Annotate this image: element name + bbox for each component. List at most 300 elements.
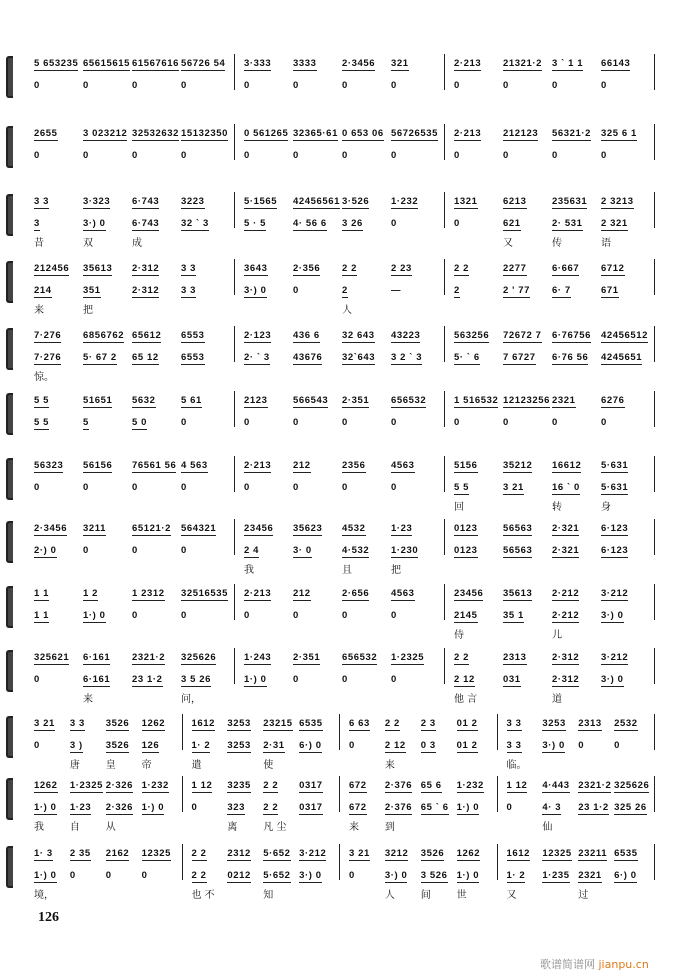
note-group: 2·213: [244, 588, 272, 599]
note-group: 564321: [181, 523, 217, 534]
lyrics-line: [0, 234, 690, 248]
lyric-syllable: 自: [69, 822, 80, 833]
note-group: 1262: [34, 780, 58, 791]
note-group: 16 ` 0: [552, 482, 580, 493]
note-group: 23215: [263, 718, 293, 729]
watermark-url: jianpu.cn: [598, 958, 649, 971]
lyric-syllable: 身: [601, 502, 611, 513]
note-group: 1·) 0: [141, 802, 165, 813]
note-group: 0: [181, 80, 187, 91]
lyric-syllable: 从: [105, 822, 116, 833]
note-group: 2356: [342, 460, 366, 471]
note-group: 0: [181, 610, 187, 621]
note-group: 1·) 0: [34, 870, 57, 881]
note-group: 1·) 0: [456, 870, 480, 881]
lyric-syllable: 使: [263, 760, 274, 771]
note-group: 6· 7: [552, 285, 571, 296]
note-group: 0: [391, 218, 397, 229]
melody-line: [0, 128, 690, 142]
note-group: 3 3: [181, 263, 197, 274]
melody-line: [0, 652, 690, 666]
lyric-syllable: 仙: [542, 822, 553, 833]
note-group: 5 5: [454, 482, 470, 493]
note-group: 0317: [299, 780, 323, 791]
note-group: 1·) 0: [34, 802, 57, 813]
lyric-syllable: 也 不: [191, 890, 215, 901]
note-group: 76561 56: [132, 460, 177, 471]
note-group: 3 21: [349, 848, 370, 859]
note-group: 3253: [227, 718, 251, 729]
note-group: 4 563: [181, 460, 208, 471]
note-group: 2532: [614, 718, 638, 729]
note-group: 5· ` 6: [454, 352, 480, 363]
note-group: 6553: [181, 330, 205, 341]
note-group: 32 643: [342, 330, 375, 341]
lyric-syllable: 离: [227, 822, 238, 833]
note-group: 43223: [391, 330, 421, 341]
note-group: 35613: [83, 263, 113, 274]
note-group: 0: [244, 150, 250, 161]
note-group: 0: [132, 610, 138, 621]
note-group: 32365·61: [293, 128, 338, 139]
note-group: 3·333: [244, 58, 272, 69]
note-group: 21321·2: [503, 58, 543, 69]
note-group: 3 3: [506, 740, 522, 751]
note-group: 2·31: [263, 740, 285, 751]
note-group: 3333: [293, 58, 317, 69]
note-group: 42456561: [293, 196, 341, 207]
lyric-syllable: 人: [342, 305, 352, 316]
accompaniment-line: [0, 150, 690, 164]
note-group: 32532632: [132, 128, 180, 139]
lyric-syllable: 帝: [141, 760, 152, 771]
lyrics-line: [0, 626, 690, 640]
note-group: 56156: [83, 460, 113, 471]
note-group: 5 5: [34, 395, 50, 406]
note-group: 3·) 0: [83, 218, 106, 229]
note-group: 2 3213: [601, 196, 634, 207]
note-group: 0: [293, 482, 299, 493]
note-group: 4532: [342, 523, 366, 534]
note-group: 2 2: [191, 870, 207, 881]
note-group: 0: [181, 417, 187, 428]
note-group: 2·351: [342, 395, 370, 406]
note-group: 0: [601, 417, 607, 428]
note-group: 0 3: [420, 740, 436, 751]
lyric-syllable: 来: [384, 760, 395, 771]
note-group: 4·532: [342, 545, 370, 556]
note-group: 212: [293, 460, 311, 471]
note-group: 3·) 0: [244, 285, 267, 296]
note-group: 2·312: [132, 263, 160, 274]
note-group: 5 5: [34, 417, 50, 428]
note-group: 2313: [578, 718, 602, 729]
note-group: 0: [342, 482, 348, 493]
note-group: 35623: [293, 523, 323, 534]
note-group: 23456: [244, 523, 274, 534]
note-group: 621: [503, 218, 521, 229]
note-group: 325626: [181, 652, 217, 663]
note-group: 2321·2: [132, 652, 166, 663]
note-group: 4245651: [601, 352, 643, 363]
lyric-syllable: 问，: [181, 694, 201, 705]
lyric-syllable: 知: [263, 890, 274, 901]
note-group: 5·652: [263, 848, 291, 859]
note-group: 325 6 1: [601, 128, 637, 139]
note-group: 2 12: [384, 740, 406, 751]
note-group: 2·) 0: [34, 545, 57, 556]
note-group: 351: [83, 285, 101, 296]
note-group: 1·232: [456, 780, 484, 791]
note-group: 2 23: [391, 263, 412, 274]
note-group: 325621: [34, 652, 70, 663]
note-group: 325626: [614, 780, 650, 791]
note-group: 672: [349, 780, 367, 791]
note-group: 3 3: [181, 285, 197, 296]
note-group: 6·76 56: [552, 352, 589, 363]
note-group: 2· ` 3: [244, 352, 270, 363]
note-group: 35613: [503, 588, 533, 599]
note-group: 2·312: [552, 674, 580, 685]
note-group: 1 2: [83, 588, 99, 599]
lyric-syllable: 人: [384, 890, 395, 901]
note-group: 0: [181, 482, 187, 493]
lyric-syllable: 临。: [506, 760, 527, 771]
note-group: 1 516532: [454, 395, 499, 406]
note-group: 0: [506, 802, 513, 813]
note-group: 126: [141, 740, 160, 751]
melody-line: [0, 395, 690, 409]
note-group: 5·652: [263, 870, 291, 881]
note-group: 1·23: [391, 523, 413, 534]
lyric-syllable: 转: [552, 502, 562, 513]
note-group: 4563: [391, 588, 415, 599]
note-group: 0317: [299, 802, 323, 813]
note-group: 6856762: [83, 330, 125, 341]
melody-line: [0, 196, 690, 210]
note-group: 2321: [578, 870, 602, 881]
note-group: 3·) 0: [601, 674, 624, 685]
note-group: 0: [34, 80, 40, 91]
note-group: 0: [293, 285, 299, 296]
lyric-syllable: 把: [391, 565, 401, 576]
melody-line: [0, 58, 690, 72]
lyrics-line: [0, 756, 690, 770]
lyric-syllable: 惊。: [34, 372, 54, 383]
note-group: 0: [552, 150, 558, 161]
note-group: 6213: [503, 196, 527, 207]
note-group: 1262: [141, 718, 166, 729]
note-group: 5 0: [132, 417, 148, 428]
note-group: 2 2: [191, 848, 207, 859]
note-group: 2 321: [601, 218, 628, 229]
note-group: 4· 56 6: [293, 218, 327, 229]
note-group: 61567616: [132, 58, 180, 69]
note-group: 0123: [454, 545, 478, 556]
note-group: 0: [83, 80, 89, 91]
note-group: 32516535: [181, 588, 229, 599]
note-group: 0: [244, 610, 250, 621]
note-group: 0: [552, 417, 558, 428]
note-group: 2: [342, 285, 348, 296]
lyric-syllable: 儿: [552, 630, 562, 641]
lyric-syllable: 来: [83, 694, 93, 705]
watermark: [540, 956, 649, 972]
note-group: 1262: [456, 848, 481, 859]
accompaniment-line: [0, 870, 690, 884]
note-group: 0: [244, 482, 250, 493]
note-group: 3211: [83, 523, 107, 534]
note-group: 2·321: [552, 545, 580, 556]
note-group: 6·161: [83, 652, 111, 663]
lyric-syllable: 昔: [34, 238, 44, 249]
note-group: 23456: [454, 588, 484, 599]
note-group: 2 ' 77: [503, 285, 530, 296]
note-group: 32`643: [342, 352, 376, 363]
note-group: 0: [293, 80, 299, 91]
note-group: 2 3: [420, 718, 436, 729]
accompaniment-line: [0, 352, 690, 366]
note-group: 3212: [384, 848, 409, 859]
note-group: 0: [34, 482, 40, 493]
note-group: 2·213: [244, 460, 272, 471]
lyric-syllable: 我: [34, 822, 44, 833]
note-group: 214: [34, 285, 52, 296]
accompaniment-line: [0, 610, 690, 624]
note-group: 0: [83, 545, 89, 556]
note-group: 0: [34, 740, 40, 751]
note-group: 23 1·2: [578, 802, 609, 813]
note-group: 0: [132, 545, 138, 556]
note-group: 3·) 0: [299, 870, 322, 881]
note-group: 0 653 06: [342, 128, 384, 139]
note-group: 566543: [293, 395, 329, 406]
note-group: 6535: [299, 718, 323, 729]
lyric-syllable: 到: [384, 822, 395, 833]
note-group: 6·743: [132, 218, 160, 229]
note-group: 0: [342, 610, 348, 621]
note-group: 3 ` 1 1: [552, 58, 584, 69]
note-group: 1·230: [391, 545, 419, 556]
note-group: 2·3456: [342, 58, 376, 69]
note-group: 65612: [132, 330, 162, 341]
note-group: 3253: [542, 718, 566, 729]
note-group: 2 4: [244, 545, 260, 556]
note-group: 6·667: [552, 263, 580, 274]
lyric-syllable: 侍: [454, 630, 464, 641]
note-group: 0: [503, 150, 509, 161]
note-group: 212456: [34, 263, 70, 274]
note-group: 1 12: [506, 780, 528, 791]
note-group: 0: [293, 610, 299, 621]
note-group: 1·2325: [69, 780, 104, 791]
note-group: 2·351: [293, 652, 321, 663]
lyrics-line: [0, 690, 690, 704]
note-group: 51651: [83, 395, 113, 406]
note-group: 35212: [503, 460, 533, 471]
note-group: 031: [503, 674, 521, 685]
note-group: 3 21: [503, 482, 524, 493]
note-group: 1612: [191, 718, 216, 729]
note-group: 6·) 0: [299, 740, 322, 751]
lyric-syllable: 他 言: [454, 694, 478, 705]
watermark-site-name: 歌谱简谱网: [540, 958, 595, 971]
note-group: 3526: [105, 718, 130, 729]
note-group: 7·276: [34, 330, 62, 341]
note-group: 3: [34, 218, 40, 229]
note-group: 656532: [391, 395, 427, 406]
note-group: 1 1: [34, 610, 50, 621]
note-group: 235631: [552, 196, 588, 207]
note-group: 0 561265: [244, 128, 289, 139]
note-group: 0: [342, 80, 348, 91]
note-group: 7 6727: [503, 352, 536, 363]
note-group: 0: [391, 674, 397, 685]
note-group: 3 3: [34, 196, 50, 207]
lyrics-line: [0, 301, 690, 315]
note-group: 0: [141, 870, 148, 881]
note-group: 3 5 26: [181, 674, 212, 685]
note-group: 212123: [503, 128, 539, 139]
note-group: 3 3: [69, 718, 85, 729]
note-group: 656532: [342, 652, 378, 663]
note-group: 3643: [244, 263, 268, 274]
note-group: 4·443: [542, 780, 570, 791]
melody-line: [0, 780, 690, 794]
note-group: 563256: [454, 330, 490, 341]
note-group: 1321: [454, 196, 478, 207]
note-group: 5·631: [601, 482, 629, 493]
note-group: 1 12: [191, 780, 213, 791]
note-group: 6·743: [132, 196, 160, 207]
lyric-syllable: 双: [83, 238, 93, 249]
note-group: 0: [191, 802, 198, 813]
note-group: 672: [349, 802, 367, 813]
note-group: 56726535: [391, 128, 439, 139]
note-group: 5 61: [181, 395, 202, 406]
note-group: 0: [454, 80, 460, 91]
lyrics-line: [0, 561, 690, 575]
note-group: 2 2: [384, 718, 400, 729]
note-group: 2·656: [342, 588, 370, 599]
note-group: 2 35: [69, 848, 91, 859]
note-group: 3 21: [34, 718, 55, 729]
note-group: 5 653235: [34, 58, 79, 69]
note-group: 12325: [542, 848, 572, 859]
note-group: 3·212: [601, 652, 629, 663]
accompaniment-line: [0, 740, 690, 754]
note-group: 3235: [227, 780, 251, 791]
note-group: 1·23: [69, 802, 92, 813]
note-group: 1· 3: [34, 848, 53, 859]
note-group: 3·526: [342, 196, 370, 207]
note-group: 0: [391, 417, 397, 428]
accompaniment-line: [0, 417, 690, 431]
note-group: 321: [391, 58, 409, 69]
note-group: 2·376: [384, 780, 413, 791]
note-group: 2123: [244, 395, 268, 406]
note-group: 16612: [552, 460, 582, 471]
accompaniment-line: [0, 674, 690, 688]
note-group: 5· 67 2: [83, 352, 117, 363]
note-group: 1·) 0: [244, 674, 267, 685]
note-group: 23 1·2: [132, 674, 163, 685]
note-group: 0: [132, 482, 138, 493]
note-group: 56726 54: [181, 58, 226, 69]
note-group: 1612: [506, 848, 531, 859]
note-group: 2312: [227, 848, 251, 859]
note-group: 0: [34, 150, 40, 161]
note-group: 0: [391, 482, 397, 493]
note-group: 0: [503, 80, 509, 91]
melody-line: [0, 263, 690, 277]
note-group: 2·326: [105, 780, 134, 791]
note-group: 0: [601, 150, 607, 161]
note-group: 3 023212: [83, 128, 128, 139]
note-group: 0: [614, 740, 621, 751]
note-group: 01 2: [456, 718, 478, 729]
note-group: 3·212: [299, 848, 327, 859]
note-group: 2: [454, 285, 460, 296]
note-group: 0: [69, 870, 76, 881]
note-group: 5 · 5: [244, 218, 267, 229]
note-group: 2·312: [552, 652, 580, 663]
lyric-syllable: 凡 尘: [263, 822, 287, 833]
note-group: 0: [552, 80, 558, 91]
note-group: 0: [293, 417, 299, 428]
note-group: 5156: [454, 460, 478, 471]
note-group: 2·123: [244, 330, 272, 341]
note-group: 3 2 ` 3: [391, 352, 423, 363]
note-group: 5: [83, 417, 89, 428]
melody-line: [0, 588, 690, 602]
note-group: 0: [293, 674, 299, 685]
lyric-syllable: 回: [454, 502, 464, 513]
note-group: 0212: [227, 870, 251, 881]
note-group: 0: [601, 80, 607, 91]
note-group: 3 3: [506, 718, 522, 729]
note-group: 1·2325: [391, 652, 425, 663]
note-group: 3253: [227, 740, 251, 751]
note-group: 2 2: [263, 802, 279, 813]
note-group: 66143: [601, 58, 631, 69]
lyrics-line: [0, 498, 690, 512]
note-group: 35 1: [503, 610, 524, 621]
note-group: 0: [132, 150, 138, 161]
accompaniment-line: [0, 80, 690, 94]
note-group: 2277: [503, 263, 527, 274]
note-group: 65615615: [83, 58, 131, 69]
note-group: 65 ` 6: [420, 802, 449, 813]
note-group: 2·321: [552, 523, 580, 534]
lyric-syllable: 皇: [105, 760, 116, 771]
lyric-syllable: 间: [420, 890, 431, 901]
note-group: 1·232: [141, 780, 169, 791]
note-group: 6·) 0: [614, 870, 637, 881]
note-group: 0: [342, 150, 348, 161]
note-group: 0: [454, 150, 460, 161]
note-group: 56321·2: [552, 128, 592, 139]
note-group: 3 26: [342, 218, 363, 229]
note-group: 212: [293, 588, 311, 599]
note-group: 65121·2: [132, 523, 172, 534]
note-group: 0: [244, 80, 250, 91]
accompaniment-line: [0, 802, 690, 816]
lyric-syllable: 把: [83, 305, 93, 316]
note-group: 2·212: [552, 588, 580, 599]
melody-line: [0, 718, 690, 732]
note-group: 3 ): [69, 740, 83, 751]
